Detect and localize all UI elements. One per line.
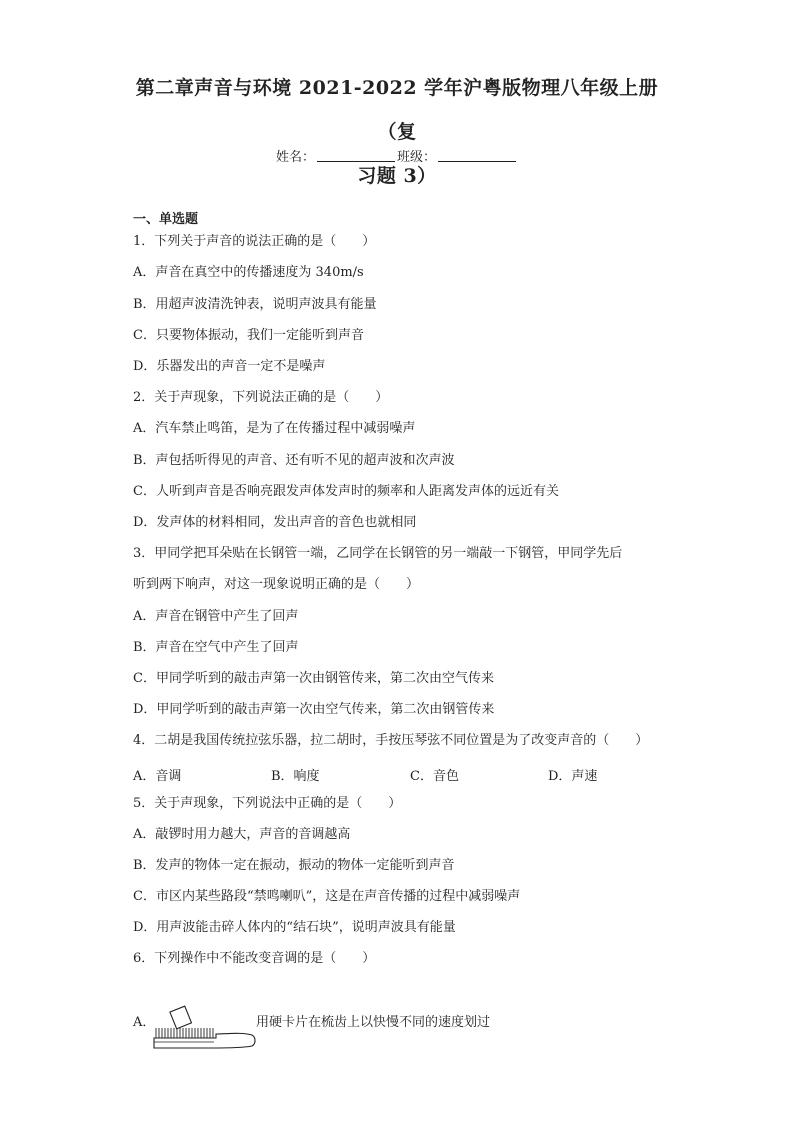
question-1-option-d: D．乐器发出的声音一定不是噪声 xyxy=(133,359,326,374)
question-4-option-d: D．声速 xyxy=(548,769,598,784)
class-label: 班级： xyxy=(397,150,437,165)
question-2-option-a: A．汽车禁止鸣笛，是为了在传播过程中减弱噪声 xyxy=(133,421,416,436)
name-blank[interactable] xyxy=(317,149,395,162)
question-4-option-c: C．音色 xyxy=(410,769,459,784)
question-2-option-d: D．发声体的材料相同，发出声音的音色也就相同 xyxy=(133,515,417,530)
question-3-option-a: A．声音在钢管中产生了回声 xyxy=(133,609,299,624)
comb-teeth xyxy=(156,1028,213,1038)
question-3-option-c: C．甲同学听到的敲击声第一次由钢管传来，第二次由空气传来 xyxy=(133,671,494,686)
question-1-option-c: C．只要物体振动，我们一定能听到声音 xyxy=(133,328,364,343)
document-title xyxy=(120,66,674,198)
comb-card-icon xyxy=(152,1004,258,1056)
question-5-option-a: A．敲锣时用力越大，声音的音调越高 xyxy=(133,827,351,842)
question-1-stem: 1．下列关于声音的说法正确的是（ ） xyxy=(133,234,376,249)
class-blank[interactable] xyxy=(438,149,516,162)
question-3-option-d: D．甲同学听到的敲击声第一次由空气传来，第二次由钢管传来 xyxy=(133,702,495,717)
card-shape xyxy=(170,1006,192,1029)
question-4-option-b: B．响度 xyxy=(271,769,320,784)
name-label: 姓名： xyxy=(275,150,315,165)
question-3-stem-line-2: 听到两下响声，对这一现象说明正确的是（ ） xyxy=(133,577,420,592)
title-line-2: 习题 3） xyxy=(357,165,437,187)
question-2-stem: 2．关于声现象，下列说法正确的是（ ） xyxy=(133,390,389,405)
question-6-stem: 6．下列操作中不能改变音调的是（ ） xyxy=(133,951,376,966)
question-5-option-d: D．用声波能击碎人体内的“结石块”，说明声波具有能量 xyxy=(133,920,456,935)
question-3-option-b: B．声音在空气中产生了回声 xyxy=(133,640,299,655)
question-1-option-a: A．声音在真空中的传播速度为 340m/s xyxy=(133,265,364,280)
question-4-stem: 4．二胡是我国传统拉弦乐器，拉二胡时，手按压琴弦不同位置是为了改变声音的（ ） xyxy=(133,733,649,748)
question-4-option-a: A．音调 xyxy=(133,769,182,784)
title-line-1: 第二章声音与环境 2021-2022 学年沪粤版物理八年级上册（复 xyxy=(135,77,659,143)
section-title: 一、单选题 xyxy=(133,212,199,227)
question-1-option-b: B．用超声波清洗钟表，说明声波具有能量 xyxy=(133,297,377,312)
comb-card-illustration xyxy=(152,1004,258,1060)
question-4-options xyxy=(133,765,653,784)
question-5-option-c: C．市区内某些路段“禁鸣喇叭”，这是在声音传播的过程中减弱噪声 xyxy=(133,889,521,904)
comb-body xyxy=(154,1033,255,1048)
question-5-stem: 5．关于声现象，下列说法中正确的是（ ） xyxy=(133,796,402,811)
question-2-option-b: B．声包括听得见的声音、还有听不见的超声波和次声波 xyxy=(133,453,455,468)
question-3-stem-line-1: 3．甲同学把耳朵贴在长钢管一端，乙同学在长钢管的另一端敲一下钢管，甲同学先后 xyxy=(133,546,623,561)
question-6-option-a-text: 用硬卡片在梳齿上以快慢不同的速度划过 xyxy=(256,1015,491,1030)
student-info-line xyxy=(0,146,794,165)
question-6-option-a-label: A． xyxy=(133,1015,156,1030)
question-5-option-b: B．发声的物体一定在振动，振动的物体一定能听到声音 xyxy=(133,858,455,873)
question-2-option-c: C．人听到声音是否响亮跟发声体发声时的频率和人距离发声体的远近有关 xyxy=(133,484,559,499)
